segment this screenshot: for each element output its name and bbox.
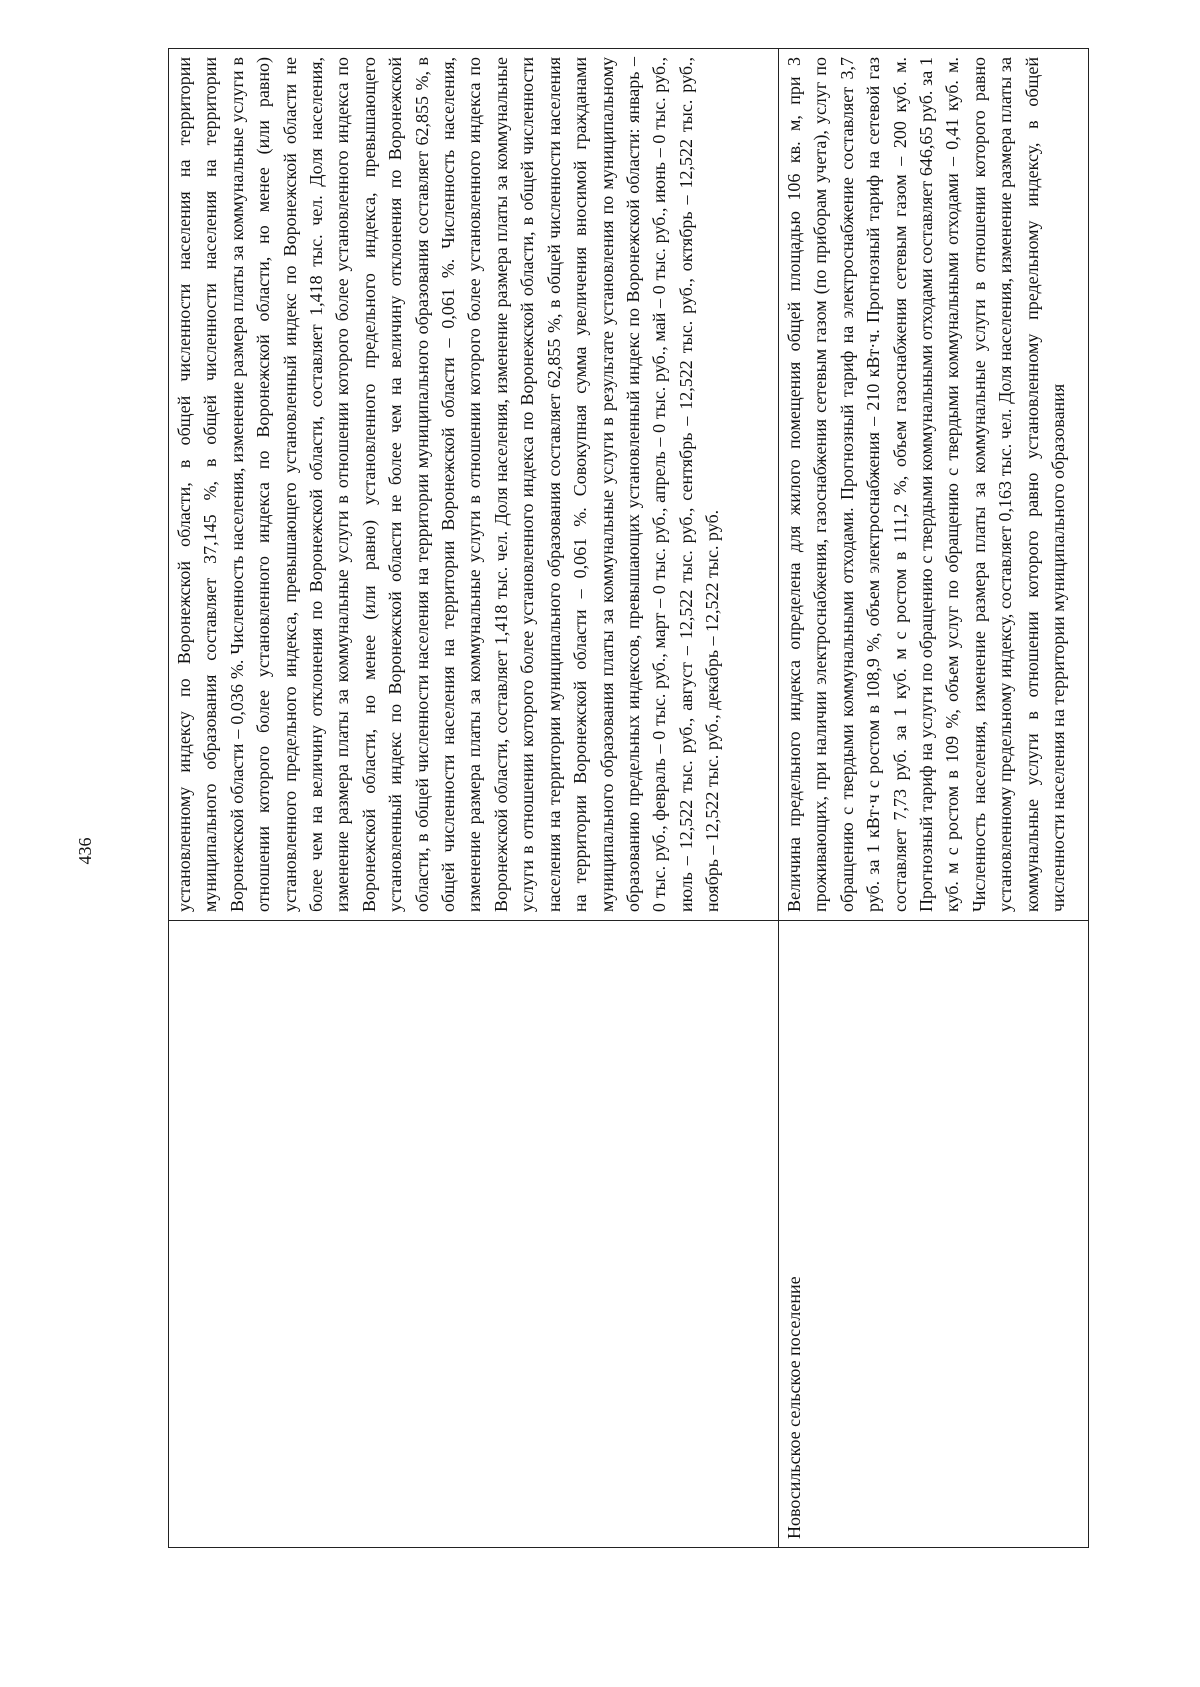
municipality-name: Новосильское сельское поселение bbox=[784, 1276, 804, 1539]
municipality-name-cell bbox=[779, 921, 1089, 1548]
description-cell bbox=[169, 49, 779, 921]
table-row bbox=[779, 49, 1089, 1548]
document-table-rotated bbox=[168, 48, 1088, 1548]
description-cell bbox=[779, 49, 1089, 921]
document-table bbox=[168, 48, 1089, 1548]
description-text: установленному индексу по Воронежской области, в общей численности населения на территории муниципального образования составляет 37,145 %, в общей численности населения на территории Воронежской области – 0,036 %. Численность населения, изменение размера платы за коммунальные услуги в отношении которого более установленного индекса по Воронежской области, но менее (или равно) установленного предельного индекса, превышающего установленный индекс по Воронежской области не более чем на величину отклонения по Воронежской области, составляет 1,418 тыс. чел. Доля населения, изменение размера платы за коммунальные услуги в отношении которого более установленного индекса по Воронежской области, но менее (или равно) установленного предельного индекса, превышающего установленный индекс по Воронежской области не более чем на величину отклонения по Воронежской области, в общей численности населения на территории муниципального образования составляет 62,855 %, в общей численности населения на территории Воронежской области – 0,061 %. Численность населения, изменение размера платы за коммунальные услуги в отношении которого более установленного индекса по Воронежской области, составляет 1,418 тыс. чел. Доля населения, изменение размера платы за коммунальные услуги в отношении которого более установленного индекса по Воронежской области, в общей численности населения на территории муниципального образования составляет 62,855 %, в общей численности населения на территории Воронежской области – 0,061 %. Совокупная сумма увеличения вносимой гражданами муниципального образования платы за коммунальные услуги в результате установления по муниципальному образованию предельных индексов, превышающих установленный индекс по Воронежской области: январь – 0 тыс. руб., февраль – 0 тыс. руб., март – 0 тыс. руб., апрель – 0 тыс. руб., май – 0 тыс. руб., июнь – 0 тыс. руб., июль – 12,522 тыс. руб., август – 12,522 тыс. руб., сентябрь – 12,522 тыс. руб., октябрь – 12,522 тыс. руб., ноябрь – 12,522 тыс. руб., декабрь – 12,522 тыс. руб. bbox=[174, 57, 723, 912]
description-text: Величина предельного индекса определена для жилого помещения общей площадью 106 кв. м, при 3 проживающих, при наличии электроснабжения, газоснабжения сетевым газом (по приборам учета), услуг по обращению с твердыми коммунальными отходами. Прогнозный тариф на электроснабжение составляет 3,7 руб. за 1 кВт·ч с ростом в 108,9 %, объем электроснабжения – 210 кВт·ч. Прогнозный тариф на сетевой газ составляет 7,73 руб. за 1 куб. м с ростом в 111,2 %, объем газоснабжения сетевым газом – 200 куб. м. Прогнозный тариф на услуги по обращению с твердыми коммунальными отходами составляет 646,65 руб. за 1 куб. м с ростом в 109 %, объем услуг по обращению с твердыми коммунальными отходами – 0,41 куб. м. Численность населения, изменение размера платы за коммунальные услуги в отношении которого равно установленному предельному индексу, составляет 0,163 тыс. чел. Доля населения, изменение размера платы за коммунальные услуги в отношении которого равно установленному предельному индексу, в общей численности населения на территории муниципального образования bbox=[784, 57, 1069, 912]
municipality-name-cell bbox=[169, 921, 779, 1548]
page-number: 436 bbox=[75, 837, 95, 865]
table-row bbox=[169, 49, 779, 1548]
